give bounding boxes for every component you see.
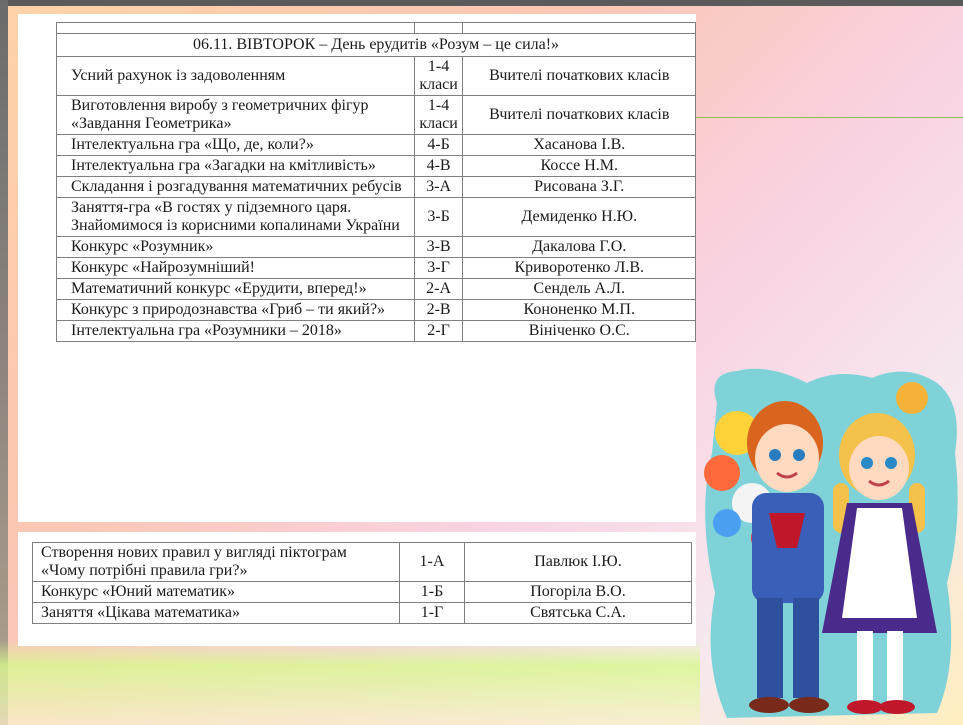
class-cell: 1-4 класи	[414, 57, 463, 96]
table-row	[57, 96, 696, 135]
class-cell: 3-А	[414, 177, 463, 198]
class-cell: 1-Г	[400, 603, 465, 624]
table-row	[57, 258, 696, 279]
decorative-line	[695, 117, 963, 118]
class-cell: 1-Б	[400, 582, 465, 603]
table-row	[57, 198, 696, 237]
teacher-cell: Вчителі початкових класів	[463, 96, 696, 135]
slide-background-band	[0, 640, 700, 725]
table-row	[57, 57, 696, 96]
event-cell: Конкурс «Найрозумніший!	[57, 258, 415, 279]
teacher-cell: Погоріла В.О.	[465, 582, 692, 603]
event-cell: Конкурс з природознавства «Гриб – ти який?»	[57, 300, 415, 321]
teacher-cell: Святська С.А.	[465, 603, 692, 624]
cut-off-row	[57, 23, 696, 34]
teacher-cell: Вініченко О.С.	[463, 321, 696, 342]
event-cell: Усний рахунок із задоволенням	[57, 57, 415, 96]
teacher-cell: Сендель А.Л.	[463, 279, 696, 300]
table-row	[57, 321, 696, 342]
day-header: 06.11. ВІВТОРОК – День ерудитів «Розум – це сила!»	[57, 34, 696, 57]
flower-icon	[704, 455, 740, 491]
teacher-cell: Демиденко Н.Ю.	[463, 198, 696, 237]
class-cell: 4-Б	[414, 135, 463, 156]
bell-icon	[896, 382, 928, 414]
class-cell: 2-А	[414, 279, 463, 300]
class-cell: 1-А	[400, 543, 465, 582]
class-cell: 2-Г	[414, 321, 463, 342]
event-cell: Конкурс «Розумник»	[57, 237, 415, 258]
event-cell: Заняття «Цікава математика»	[33, 603, 400, 624]
teacher-cell: Хасанова І.В.	[463, 135, 696, 156]
table-row	[57, 237, 696, 258]
event-cell: Інтелектуальна гра «Розумники – 2018»	[57, 321, 415, 342]
teacher-cell: Кононенко М.П.	[463, 300, 696, 321]
schedule-table-continued	[32, 542, 692, 624]
event-cell: Складання і розгадування математичних ребусів	[57, 177, 415, 198]
event-cell: Створення нових правил у вигляді піктограм «Чому потрібні правила гри?»	[33, 543, 400, 582]
teacher-cell: Коссе Н.М.	[463, 156, 696, 177]
window-top-edge	[0, 0, 963, 6]
schedule-sheet	[18, 14, 696, 522]
flower-icon	[713, 509, 741, 537]
class-cell: 4-В	[414, 156, 463, 177]
teacher-cell: Дакалова Г.О.	[463, 237, 696, 258]
class-cell: 3-Г	[414, 258, 463, 279]
table-row	[57, 300, 696, 321]
class-cell: 3-В	[414, 237, 463, 258]
table-row	[57, 177, 696, 198]
table-row	[33, 582, 692, 603]
teacher-cell: Павлюк І.Ю.	[465, 543, 692, 582]
event-cell: Інтелектуальна гра «Що, де, коли?»	[57, 135, 415, 156]
table-row	[33, 543, 692, 582]
day-header-row	[57, 34, 696, 57]
children-illustration	[697, 363, 963, 725]
teacher-cell: Рисована З.Г.	[463, 177, 696, 198]
event-cell: Інтелектуальна гра «Загадки на кмітливість»	[57, 156, 415, 177]
schedule-table	[56, 22, 696, 342]
event-cell: Конкурс «Юний математик»	[33, 582, 400, 603]
window-left-edge	[0, 0, 8, 725]
teacher-cell: Вчителі початкових класів	[463, 57, 696, 96]
event-cell: Математичний конкурс «Ерудити, вперед!»	[57, 279, 415, 300]
class-cell: 2-В	[414, 300, 463, 321]
boy-face	[755, 424, 819, 492]
table-row	[33, 603, 692, 624]
event-cell: Заняття-гра «В гостях у підземного царя. Знайомимося із корисними копалинами України	[57, 198, 415, 237]
class-cell: 1-4 класи	[414, 96, 463, 135]
table-row	[57, 279, 696, 300]
table-row	[57, 156, 696, 177]
event-cell: Виготовлення виробу з геометричних фігур «Завдання Геометрика»	[57, 96, 415, 135]
girl-face	[849, 436, 909, 500]
table-row	[57, 135, 696, 156]
class-cell: 3-Б	[414, 198, 463, 237]
teacher-cell: Криворотенко Л.В.	[463, 258, 696, 279]
